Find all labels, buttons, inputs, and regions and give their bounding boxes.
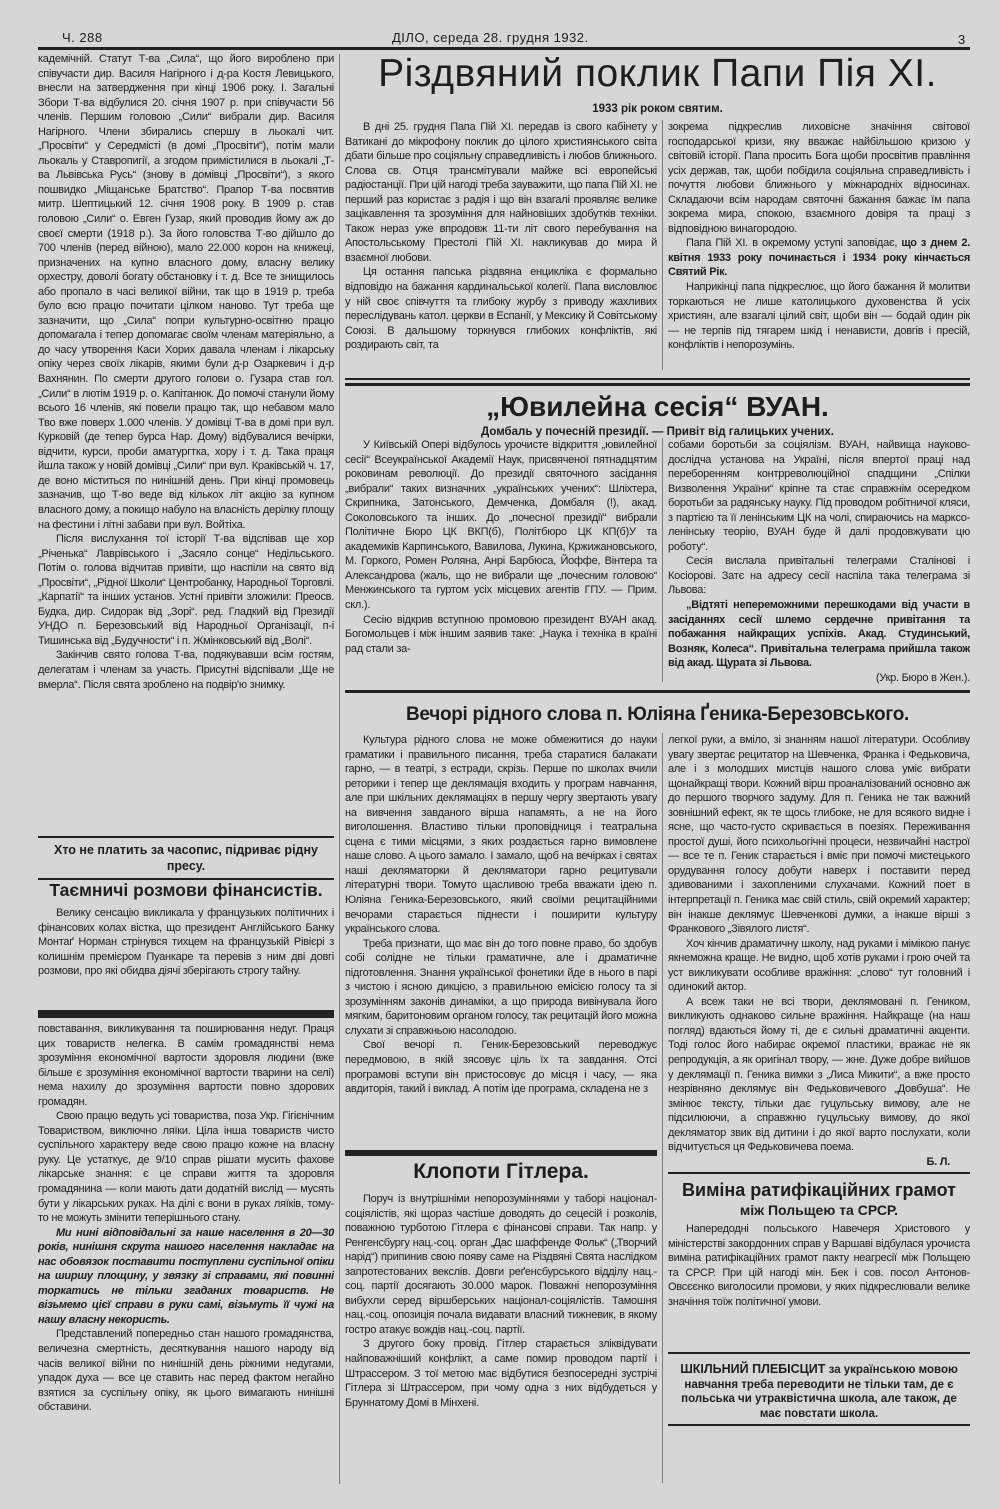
paragraph: Сесію відкрив вступною промовою президент ВУАН акад. Богомольцев і між іншим заявив таке: „Наука і техніка в країні рад стали за-: [345, 613, 657, 655]
header-rule: [38, 47, 970, 50]
column-divider: [662, 438, 663, 682]
evenings-title: Вечорі рідного слова п. Юліяна Ґеника-Березовського.: [406, 704, 909, 725]
pope-subtitle: 1933 рік роком святим.: [592, 103, 723, 115]
divider: [668, 1172, 970, 1174]
press-notice: Хто не платить за часопис, підриває рідну пресу.: [54, 843, 318, 873]
vuan-col-2: [668, 438, 970, 684]
ratification-title: Виміна ратифікаційних грамот: [682, 1180, 956, 1200]
evenings-col-2: [668, 733, 970, 1169]
pope-col-1: [345, 120, 657, 372]
paragraph: З другого боку провід. Гітлер старається зліквідувати найповажніший конфлікт, а саме помир проводом партії і Штрассером. З тої метою має відбутися безпосередні зустрічі Гітлера зі Штрассером, при чому одна з них відбудеться у Бруннатому Домі в Мінхені.: [345, 1338, 657, 1409]
text: Папа Пій XI. в окремому уступі заповідає,: [686, 237, 898, 250]
paragraph: Закінчив свято голова Т-ва, подякувавши всім гостям, делегатам і членам за участь. Присутні відспівали „Ще не вмерла“. Після свята зроблено на подвір'ю знимку.: [38, 649, 334, 691]
page-number: 3: [958, 32, 966, 47]
paragraph: Хоч кінчив драматичну школу, над руками і мімікою панує якнеможна краще. Не видно, щоб хотів руками і грою очей та уст викликувати особливе вражіння: „слово“ тут головний і одинокий актор.: [668, 937, 970, 994]
paragraph: Сесія вислала привітальні телеграми Сталінові і Косіорові. Затє на адресу сесії наспіла така телеграма зі Львова:: [668, 555, 970, 597]
ratification-article: [668, 1222, 970, 1348]
paragraph: Свої вечорі п. Геник-Березовський переводжує передмовою, в якій зясовує ціль їх та завдання. Отсі програмові вступи він пристосовує до місця і часу, — яка авдиторія, такий і виклад. А потім іде програма, складена не з: [345, 1039, 657, 1096]
divider: [668, 1352, 970, 1354]
paragraph: Ми нині відповідальні за наше населення в 20—30 років, нинішня скрута нашого населення накладає на нас обовязок поставити поступлени суспільної опіки на ширшу площину, у звязку зі справами, які повинні торкатись не тільки згаданих товариств. Не візьмемо цієї справи в руки самі, візьмуть її чужі на нашу власну некористь.: [38, 1226, 334, 1326]
divider: [668, 1424, 970, 1426]
plebiscite-lead: ШКІЛЬНИЙ ПЛЕБІСЦИТ: [680, 1362, 826, 1376]
paragraph: Після вислухання тої історії Т-ва відспівав ще хор „Річенька“ Лаврівського і „Засяло сонце“ Недільського. Потім о. голова відчитав привіти, що наспіли на свято від „Просвіти“, „Рідної Школи“ Центробанку, Народньої Торговлі. „Карпатії“ та інших установ. Устні привіти зложили: Преосв. Будка, дир. Сидорак від „Зорі“. ред. Гладкий від Президії УНДО п. Березовський від Народньої Організації, п-і Тишинська від „Будучности“ і п. Жмінковський від „Волі“.: [38, 533, 334, 647]
paragraph: В дні 25. грудня Папа Пій XI. передав із свого кабінету у Ватикані до мікрофону поклик до цілого християнського світа дбати більше про соціяльну справедливість і любов ближнього. Слова св. Отця трансмітували майже всі европейські радіостанції. При цій нагоді треба зауважити, що папа Пій XI. не перший раз користає з радія і що він взагалі проявляє велике зацікавлення та зрозуміння для найновіших здобутків техніки. Також нераз уже впродовж 11-ти літ свого перебування на Апостольському Престолі Пій XI. накликував до мира й взаємної любови.: [345, 121, 657, 264]
issue-number: Ч. 288: [62, 30, 103, 45]
masthead-date: ДІЛО, середа 28. грудня 1932.: [392, 30, 589, 45]
paragraph: Культура рідного слова не може обмежитися до науки граматики і правильного писання, треба старатися балакати гарно, — в театрі, з естради, скрізь. Перше по школах вчили реторики і тепер ще деклямація входить у програм навчання, але при шкільних деклямаціях в першу чергу звертають увагу на вивчення завданого вірша напамять, а не на його виголошення. Властиво тільки проповідниця і театральна сцена є тими місцями, з яких роздається гарно вимовлене наше слово. А цього замало. І замало, щоб на вечірках і святах наші декляматорки й декляматори гарно рецитували літературні твори. Томуто щасливою треба вважати ідею п. Юліяна Геника-Березовського, який своїми рецитаційними вечорами старається піднести і поширити культуру українського слова.: [345, 734, 657, 936]
paragraph: Ця остання папська різдвяна енцикліка є формально відповідю на бажання кардинальської колегії. Папа висловлює у ній своє співчуття та глибоку журбу з приводу жахливих переслідувань катол. церкви в Еспанії, у Мексику й Совітському Союзі. В дальшому торкнувся глибоких конфліктів, які роздирають світ, та: [345, 266, 657, 352]
ratification-subtitle: між Польщею та СРСР.: [739, 1202, 899, 1218]
column-divider: [339, 54, 340, 1484]
paragraph: собами боротьби за соціялізм. ВУАН, найвища науково-дослідча установа на Україні, після впертої праці над переборенням контрреволюційної спадщини „Спілки Визволення України“ кріпне та стає справжнім осередком боротьби за радянську науку. Під проводом робітничої кляси, з партією та її ленінським ЦК на чолі, спираючись на марксо-ленінську теорію, ВУАН буде й далі продовжувати цю роботу“.: [668, 439, 970, 553]
pope-col-2: [668, 120, 970, 372]
divider: [345, 378, 970, 380]
paragraph: Треба признати, що має він до того повне право, бо здобув собі солідне не тільки граматичне, але і драматичне підготовлення. Знання української фонетики йде в нього в парі з чистою і ясною дикцією, з правильною емісією голосу та зі зрозумінням законів динаміки, а що природа вивінувала його мягким, баритоновим органом голосу, так рецитацій його можна слухати зі справжньою насолодою.: [345, 937, 657, 1037]
paragraph: Свою працю ведуть усі товариства, поза Укр. Гігієнічним Товариством, виключно ляїки. Ціла інша товариств чисто суспільного характеру веде свою працю кожне на власну руку. Це устаткує, де 9/10 справ рішати мусить фахове лікарське знання: є це справи життя та здоровля громадянина — коли мають дати додатній вислід — мусять бути у лікарських руках. На ділі є вони в руках ляїків, тому-то не можуть змінити теперішнього стану.: [38, 1110, 334, 1225]
paragraph: Напередодні польського Навечеря Христового у міністерстві закордонних справ у Варшаві відбулася урочиста виміна ратифікаційних грамот пакту неагресії між Польщею та СРСР. При цій нагоді мін. Бек і сов. посол Антонов-Овсєєнко виголосили промови, у яких підкреслювали велике значіння тоїж політичної умови.: [668, 1223, 970, 1308]
vuan-subtitle: Домбаль у почесній президії. — Привіт від галицьких учених.: [481, 426, 834, 438]
divider: [38, 836, 334, 838]
paragraph: Велику сенсацію викликала у французьких політичних і фінансових колах вістка, що президент Англійського Банку Монтаґ Норман стрінувся тихцем на французькій Рівієрі з колишнім премієром Пуанкаре та перевів з ним дві довгі розмови, про які обидва діячі зберігають строгу тайну.: [38, 907, 334, 978]
paragraph: [668, 236, 970, 280]
sila-article: [38, 52, 334, 832]
divider: [345, 690, 970, 693]
paragraph: Представлений попередньо стан нашого громадянства, величезна смертність, десяткування нашого народу від часів великої війни по нинішній день ріжними недугами, упадок духа — все це ставить нас перед фактом негайно взятися за суспільну опіку, як цього вимагають нинішні обставини.: [38, 1328, 334, 1414]
paragraph: зокрема підкреслив лиховісне значіння світової господарської кризи, яку вважає найбільшою кризою у світовій історії. Папа просить Бога щоби просвітив правління усіх держав, так, щоби побідила соціяльна справедливість і почуття любови ближнього у міжнародніх відносинах. Складаючи всім народам святочні бажання бажає їм папа зокрема мира, спокою, взаємного довіря та праці з відповідною винагородою.: [668, 121, 970, 235]
thick-divider: [345, 1150, 657, 1156]
paragraph: кадемічній. Статут Т-ва „Сила“, що його вироблено при співучасти дир. Василя Нагірного і д-ра Костя Левицького, внесли на затвердження при кінці 1906 року. І. Загальні Збори Т-ва відбулися 20. січня 1907 р. при співучасти 56 членів. Першим головою „Сили“ вибрали дир. Василя Нагірного. Члени збирались спершу в льокалі чит. „Просвіти“ у Середмісті (в домі „Просвіти“), потім мали льокаль у Ставропигії, а згодом примістилися в льокалі „Т-ва Львівська Русь“ (знову в домівці „Просвіти“), з якого пошвидко „Міщанське Братство“. Прапор Т-ва посвятив митр. Шептицький 12. січня 1908 року. В 1909 р. став головою „Сили“ о. Евген Гузар, який проводив йому аж до своєї смерти (1918 р.). За його головства Т-во дійшло до 700 членів (перед війною), мало 22.000 корон на книжеці, призначених на купно власного дому, власну велику орхестру, доволі богату обстановку і т. д. Все те знищилось або пропало в часі великої війни, так що в 1919 р. треба було всю працю почитати цілком наново. Тут треба ще зазначити, що „Сила“ попри культурно-освітню працю допомагала і тепер допомагає своїм членам матеріяльно, а до часу утворення Каси Хорих давала членам і лікарську опіку через своїх лікарів, якими були д-р Озаркевич і д-р Вахнянин. По смерти другого голови о. Гузара став гол. „Сили“ в лютім 1919 р. о. Капітанюк. До помочі станули йому всього 16 членів, які повели працю так, що небавом мало Тво вже поверх 1.000 членів. У домівці Т-ва в домі при вул. Курковій (де тепер бурса Нар. Дому) відбувалися вечірки, відчити, курси, проби аматургтка, хору і т. д. Така праця йшла також у новій домівці „Сили“ при вул. Краківській ч. 17, де воно міститься по нинішній день. При кінці промовець зазначив, що Т-во веде від кількох літ акцію за купном власного дому, а покищо набуло на власність дерілку площу на фестини і літні забави при вул. Войтіха.: [38, 53, 334, 531]
plebiscite-text: за українською мовою навчання треба переводити не тільки там, де є польська чи утраквістична школа, але також, де має повстати школа.: [681, 1364, 958, 1420]
finance-title: Таємничі розмови фінансистів.: [49, 880, 323, 900]
hitler-title: Клопоти Гітлера.: [413, 1160, 589, 1183]
thick-divider: [38, 1010, 334, 1018]
column-divider: [662, 733, 663, 1483]
evenings-col-1: [345, 733, 657, 1145]
paragraph: У Київській Опері відбулось урочисте відкриття „ювилейної сесії“ Всеукраїнської Академії Наук, присвяченої пятнадцятим роковинам революції. До президії святочного засідання „вибрали“ таких визначних „українських учених“: Шліхтера, Скрипника, Затонського, Демченка, Домбаля (!), акад. Соколовського та інших. До „почесної президії“ вибрали Політичне Бюро ЦК ВКП(б), Політбюро ЦК КП(б)У та академиків Карпинського, Вавилова, Лукина, Кржижановського, М. Горкого, Ромен Роляна, Анрі Барбюса, Йоффе, Вінтера та Александрова (жаль, що не вибрали ще „почесним головою“ Менжинського та гуртом усіх місцевих агентів ГПУ. — Прим. скл.).: [345, 439, 657, 612]
paragraph: А всеж таки не всі твори, деклямовані п. Геником, викликують однаково сильне вражіння. Найкраще (на наш погляд) вдаються йому ті, де є сильні драматичні акценти. Тоді голос його набирає окремої пластики, вражає не як репродукція, а як оригінал твору, — жне. Дуже добре вийшов у деклямації п. Геника вимки з „Лиса Микити“, а вже просто незрівняно деклямує він Федьковичевого „Довбуша“. Не змінює тексту, тільки дає гуцульську вимову, але не підсилюючи, а справжню гуцульську вимову, до якої декляматор звик від дитини і до якої варто послухати, коли відчитується ця Федьковичева поема.: [668, 995, 970, 1154]
social-care-article: [38, 1022, 334, 1484]
holy-year-announcement: що з днем 2. квітня 1933 року починається і 1934 року кінчається Святий Рік.: [668, 237, 970, 279]
pope-title: Різдвяний поклик Папи Пія XI.: [378, 52, 937, 95]
telegram-text: „Відтяті непереможними перешкодами від участи в засіданнях сесії шлемо сердечне привітання та побажання найкращих успіхів. Акад. Студинський, Возняк, Колеса“. Привітальна телеграма прийшла також від акад. Щурата зі Львова.: [668, 599, 970, 670]
author-signature: Б. Л.: [926, 1155, 950, 1168]
paragraph: повставання, викликування та поширювання недуг. Праця цих товариств нелегка. В самім громадянстві нема зрозуміння економічної вартости здоровля людини (вже більше є зрозуміння економічної вартости тварини на селі) нема нахилу до зрозуміння вартости повно здорових громадян.: [38, 1023, 334, 1108]
vuan-title: „Ювилейна сесія“ ВУАН.: [486, 391, 829, 422]
source-credit: (Укр. Бюро в Жен.).: [875, 671, 970, 684]
hitler-article: [345, 1192, 657, 1484]
paragraph: Наприкінці папа підкреслює, що його бажання й молитви торкаються не лише католицького духовенства й усіх християн, але взагалі цілий світ, щоби він — бодай один рік — не терпів під тягарем шкід і ненависти, довгів і пресій, конфліктів і непорозумінь.: [668, 281, 970, 352]
plebiscite-notice: [672, 1362, 966, 1421]
divider: [345, 383, 970, 386]
paragraph: Поруч із внутрішніми непорозуміннями у таборі націонал-соціялістів, які щораз частіше доводять до сецесій і розколів, поважною турботою Гітлера є фінансові справи. Так напр. у Ренгенсбургу нац.-соц. орган „Дас шаффенде Фольк“ („Творчий нарід“) припинив свою появу саме на Різдвяні Свята наслідком запротестованих векслів. Довги реґенсбурського відділу нац.-соц. партії досягають 30.000 марок. Поважні непорозуміння вибухли серед віршберських націонал-соціялістів. Тамошня нац.-соц. опозиція почала видавати власний тижневик, в якому гостро атакує вождів нац.-соц. партії.: [345, 1193, 657, 1336]
paragraph: легкої руки, а вміло, зі знанням нашої літератури. Особливу увагу звертає рецитатор на Шевченка, Франка і Федьковича, але і з молодших мистців нашого слова уміє вибрати щонайкращі твори. Кожний вірш проаналізований основно аж до першого творчого задуму. Для п. Геника не так важний зовнішний ефект, як те щось глибоке, не для всякого видне і ясне, що часто-густо скривається в поезіях. Переживання простої душі, його психольогічні процеси, незвичайні настрої — все те п. Геник старається і вміє при помочі мистецького орудування голосу добути наверх і поставити перед здивованими і захопленими слухачами. Кожний поет в інтерпретації п. Геника має свій стиль, свій окремий характер; він інакше деклямує Шевченкові думки, а інакше вірші з Франкового „Зівялого листя“.: [668, 734, 970, 936]
vuan-col-1: [345, 438, 657, 684]
column-divider: [662, 120, 663, 370]
finance-article: [38, 906, 334, 1006]
